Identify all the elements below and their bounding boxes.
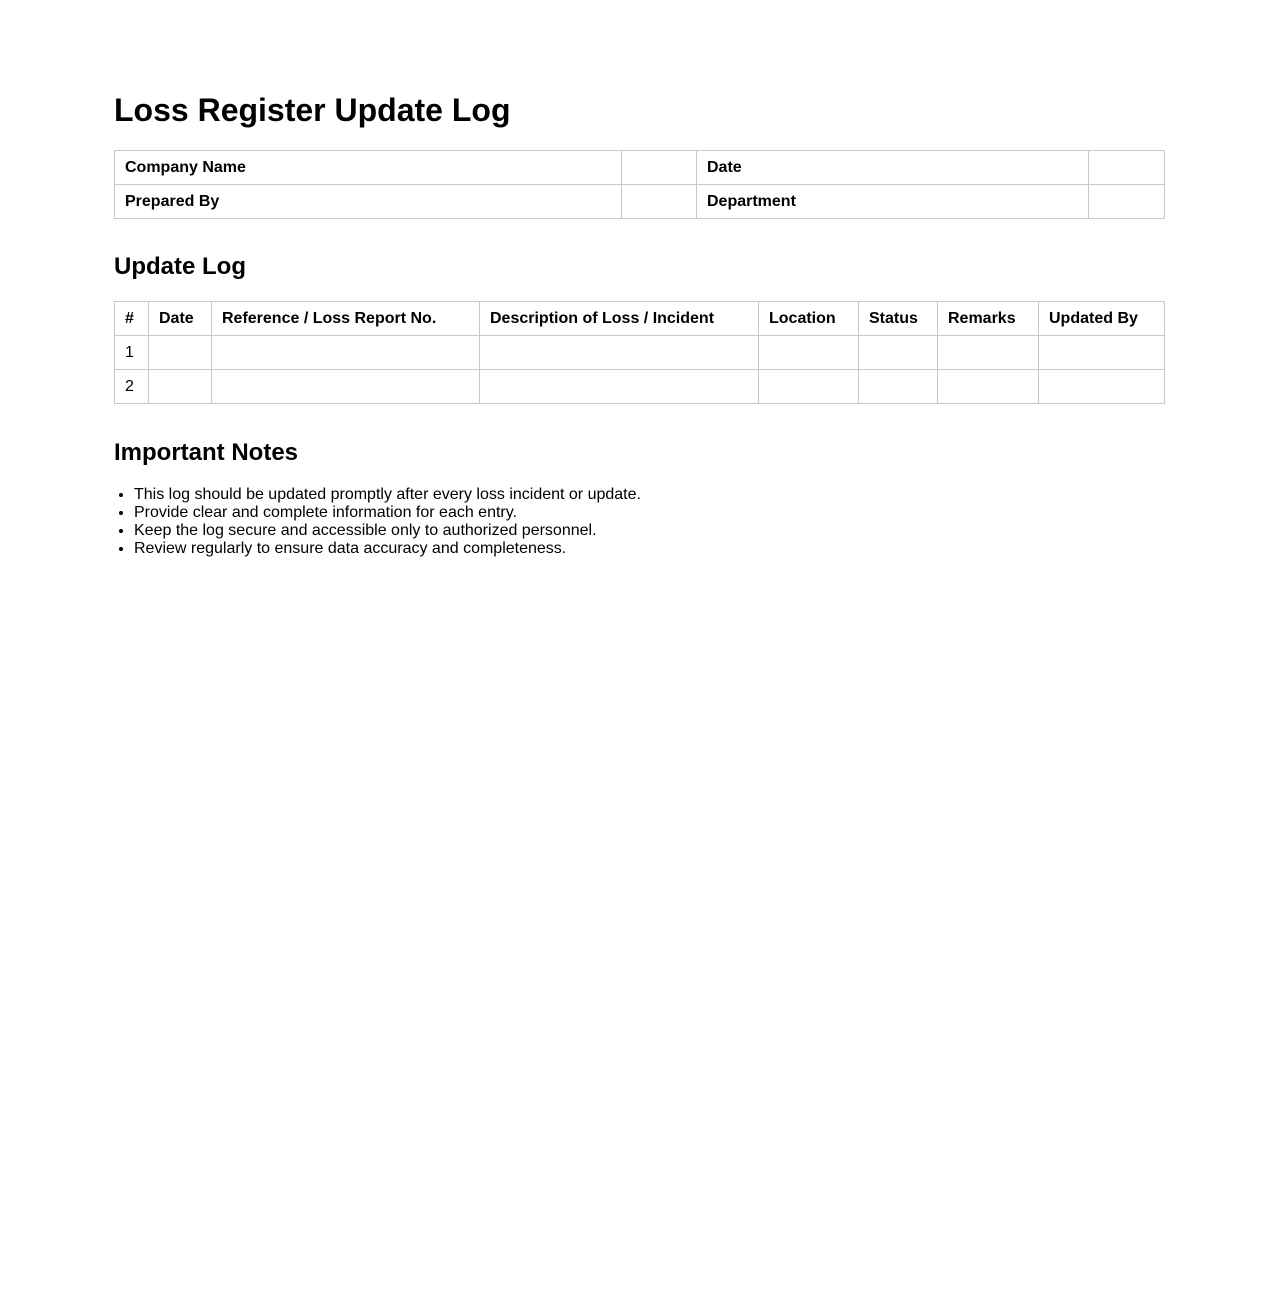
- reference-cell[interactable]: [212, 336, 480, 370]
- row-number-cell: 1: [115, 336, 149, 370]
- status-cell[interactable]: [859, 336, 938, 370]
- info-table: [114, 150, 1165, 219]
- notes-list: [114, 486, 641, 558]
- date-cell[interactable]: [149, 336, 212, 370]
- remarks-cell[interactable]: [938, 336, 1039, 370]
- list-item: • Provide clear and complete information for each entry.: [134, 504, 641, 522]
- prepared-by-value[interactable]: [622, 185, 697, 219]
- department-label: Department: [697, 185, 1089, 219]
- description-cell[interactable]: [480, 336, 759, 370]
- table-row: [115, 370, 1165, 404]
- list-item: • Keep the log secure and accessible only to authorized personnel.: [134, 522, 641, 540]
- company-name-value[interactable]: [622, 151, 697, 185]
- column-header-reference: Reference / Loss Report No.: [212, 302, 480, 336]
- column-header-remarks: Remarks: [938, 302, 1039, 336]
- update-log-heading: Update Log: [114, 253, 246, 280]
- info-row-prepared: [115, 185, 1165, 219]
- column-header-description: Description of Loss / Incident: [480, 302, 759, 336]
- remarks-cell[interactable]: [938, 370, 1039, 404]
- date-cell[interactable]: [149, 370, 212, 404]
- column-header-status: Status: [859, 302, 938, 336]
- info-row-company: [115, 151, 1165, 185]
- status-cell[interactable]: [859, 370, 938, 404]
- department-value[interactable]: [1089, 185, 1165, 219]
- updated-by-cell[interactable]: [1039, 370, 1165, 404]
- updated-by-cell[interactable]: [1039, 336, 1165, 370]
- column-header-location: Location: [759, 302, 859, 336]
- description-cell[interactable]: [480, 370, 759, 404]
- date-label: Date: [697, 151, 1089, 185]
- table-header-row: [115, 302, 1165, 336]
- list-item: • This log should be updated promptly after every loss incident or update.: [134, 486, 641, 504]
- column-header-number: #: [115, 302, 149, 336]
- important-notes-heading: Important Notes: [114, 439, 299, 466]
- reference-cell[interactable]: [212, 370, 480, 404]
- row-number-cell: 2: [115, 370, 149, 404]
- page-title: Loss Register Update Log: [114, 92, 511, 128]
- column-header-date: Date: [149, 302, 212, 336]
- column-header-updated-by: Updated By: [1039, 302, 1165, 336]
- prepared-by-label: Prepared By: [115, 185, 622, 219]
- date-value[interactable]: [1089, 151, 1165, 185]
- location-cell[interactable]: [759, 370, 859, 404]
- location-cell[interactable]: [759, 336, 859, 370]
- table-row: [115, 336, 1165, 370]
- update-log-table: [114, 301, 1165, 404]
- list-item: • Review regularly to ensure data accuracy and completeness.: [134, 540, 641, 558]
- company-name-label: Company Name: [115, 151, 622, 185]
